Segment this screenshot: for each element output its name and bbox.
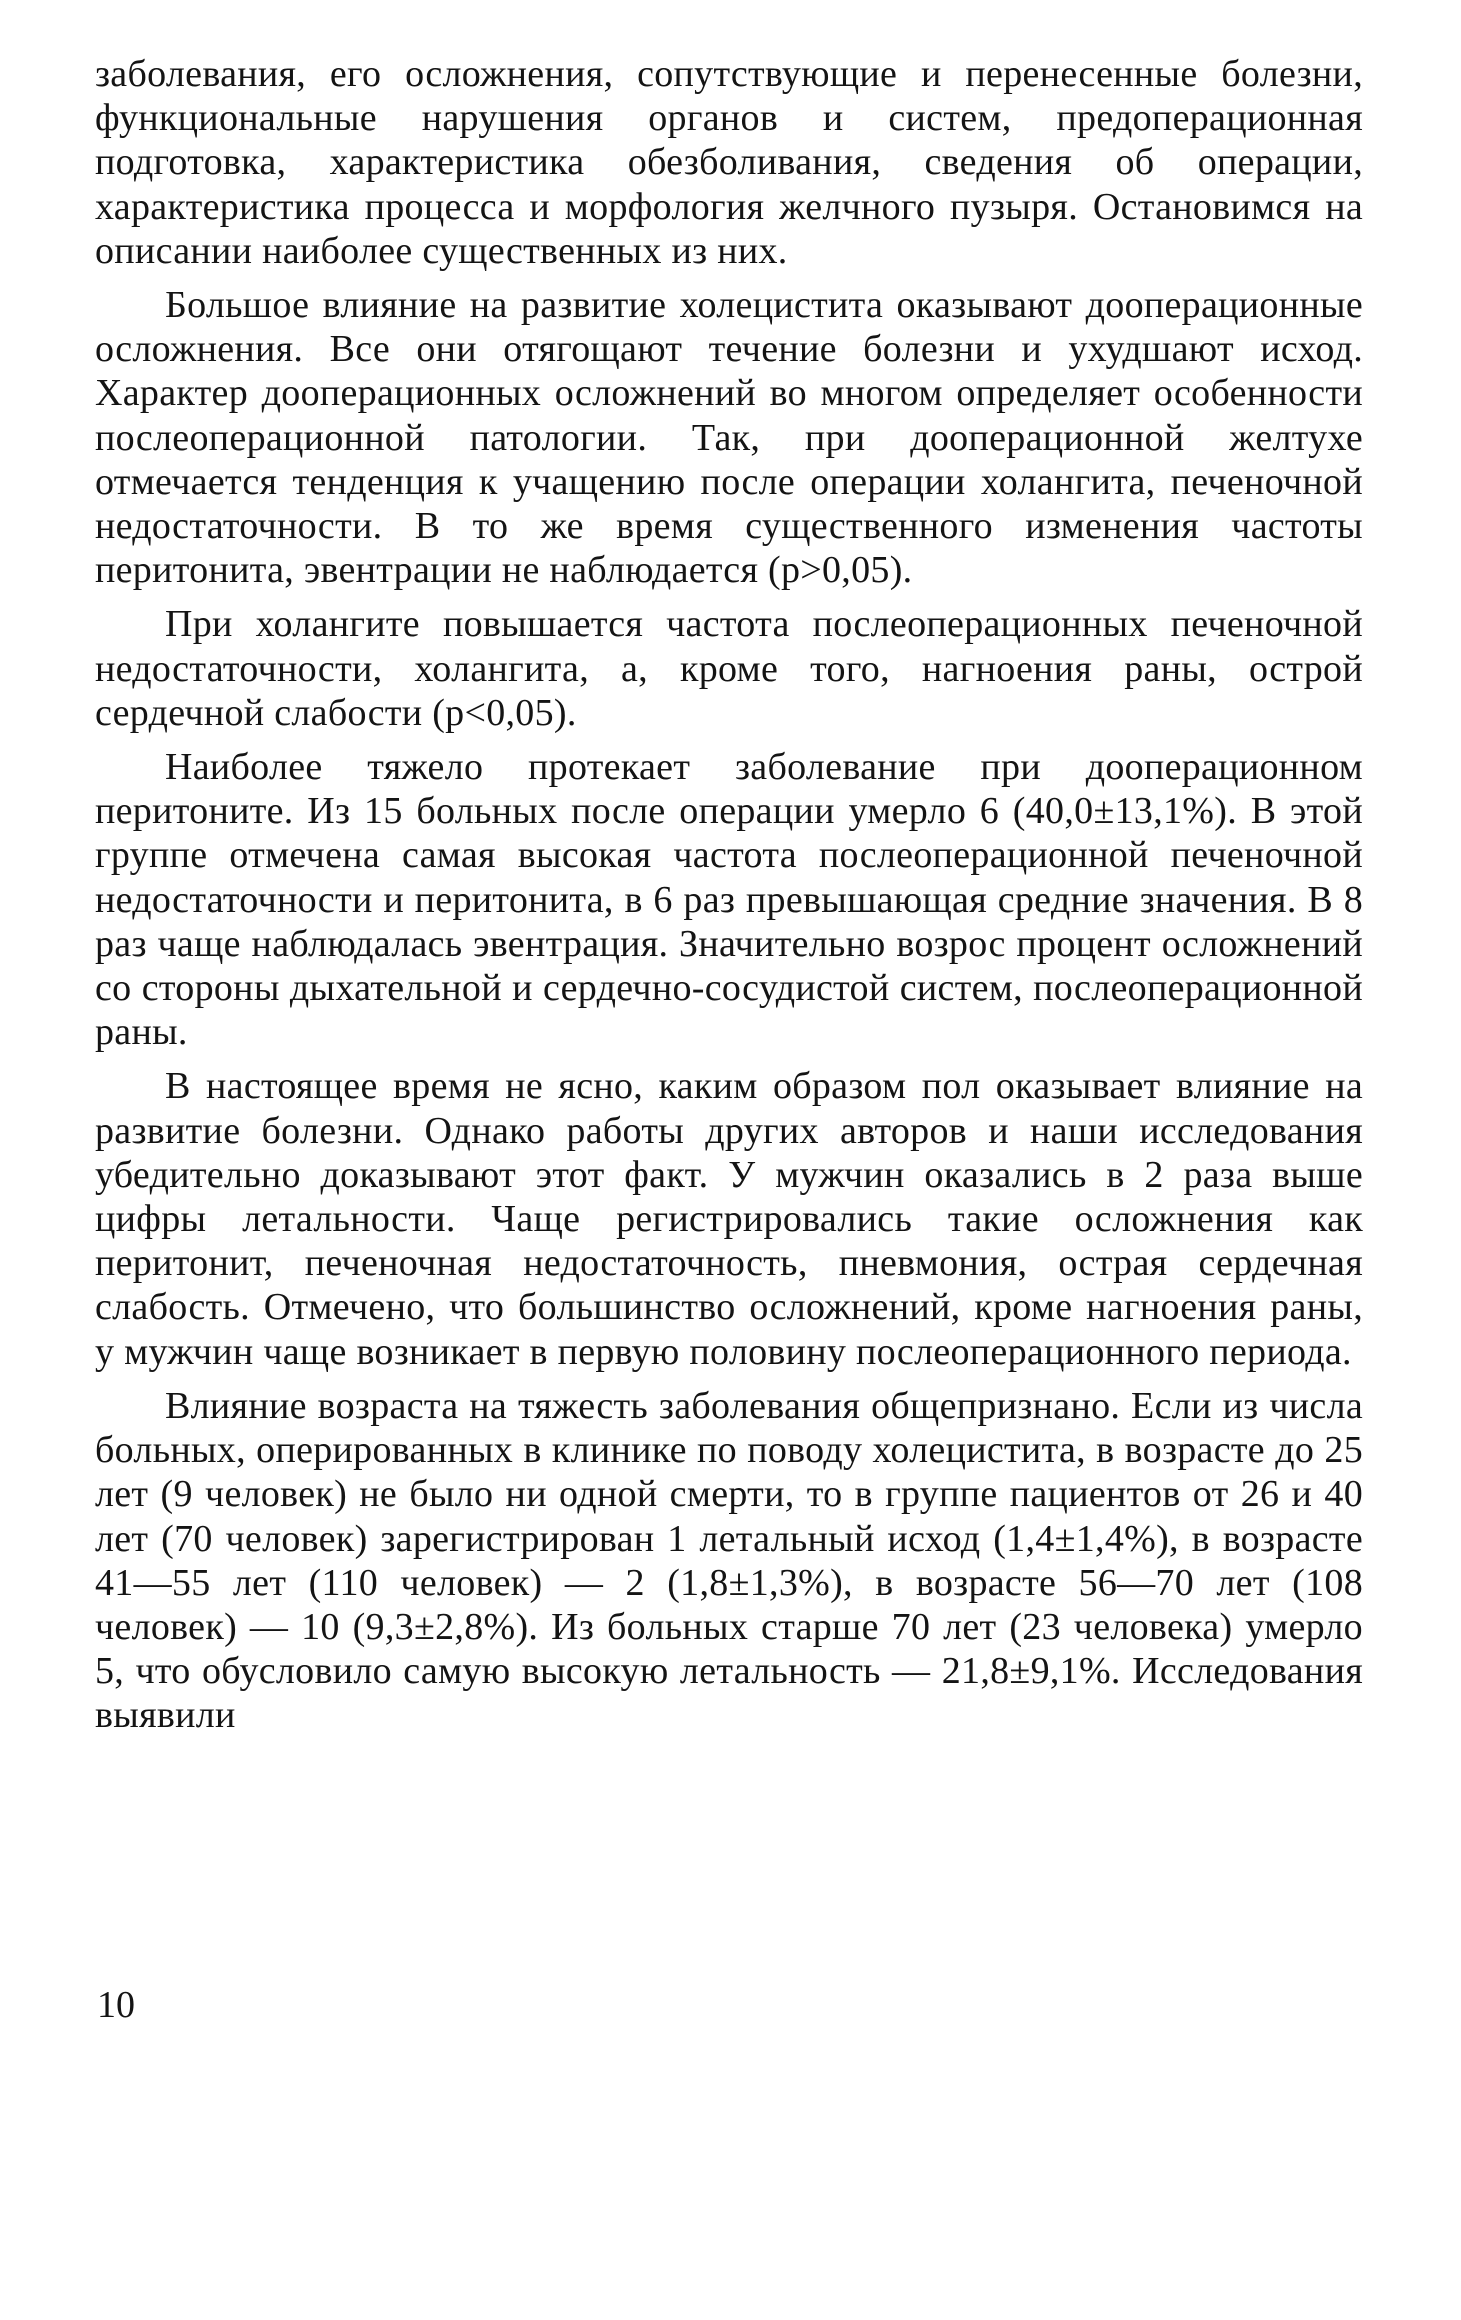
paragraph-3: При холангите повышается частота послеоперационных печеночной недостаточности, холангита, а, кроме того, нагноения раны, острой сердечной слабости (р<0,05). — [95, 603, 1363, 734]
paragraph-5: В настоящее время не ясно, каким образом пол оказывает влияние на развитие болезни. Однако работы других авторов и наши исследования убедительно доказывают этот факт. У мужчин оказались в 2 раза выше цифры летальности. Чаще регистрировались такие осложнения как перитонит, печеночная недостаточность, пневмония, острая сердечная слабость. Отмечено, что большинство осложнений, кроме нагноения раны, у мужчин чаще возникает в первую половину послеоперационного периода. — [95, 1065, 1363, 1373]
paragraph-1: заболевания, его осложнения, сопутствующие и перенесенные болезни, функциональные нарушения органов и систем, предоперационная подготовка, характеристика обезболивания, сведения об операции, характеристика процесса и морфология желчного пузыря. Остановимся на описании наиболее существенных из них. — [95, 53, 1363, 272]
paragraph-4: Наиболее тяжело протекает заболевание при дооперационном перитоните. Из 15 больных после операции умерло 6 (40,0±13,1%). В этой группе отмечена самая высокая частота послеоперационной печеночной недостаточности и перитонита, в 6 раз превышающая средние значения. В 8 раз чаще наблюдалась эвентрация. Значительно возрос процент осложнений со стороны дыхательной и сердечно-сосудистой систем, послеоперационной раны. — [95, 746, 1363, 1054]
page-number: 10 — [97, 1984, 135, 2026]
paragraph-6: Влияние возраста на тяжесть заболевания общепризнано. Если из числа больных, оперированных в клинике по поводу холецистита, в возрасте до 25 лет (9 человек) не было ни одной смерти, то в группе пациентов от 26 и 40 лет (70 человек) зарегистрирован 1 летальный исход (1,4±1,4%), в возрасте 41—55 лет (110 человек) — 2 (1,8±1,3%), в возрасте 56—70 лет (108 человек) — 10 (9,3±2,8%). Из больных старше 70 лет (23 человека) умерло 5, что обусловило самую высокую летальность — 21,8±9,1%. Исследования выявили — [95, 1384, 1363, 1737]
page-body — [95, 52, 1363, 1748]
paragraph-2: Большое влияние на развитие холецистита оказывают дооперационные осложнения. Все они отягощают течение болезни и ухудшают исход. Характер дооперационных осложнений во многом определяет особенности послеоперационной патологии. Так, при дооперационной желтухе отмечается тенденция к учащению после операции холангита, печеночной недостаточности. В то же время существенного изменения частоты перитонита, эвентрации не наблюдается (р>0,05). — [95, 284, 1363, 592]
